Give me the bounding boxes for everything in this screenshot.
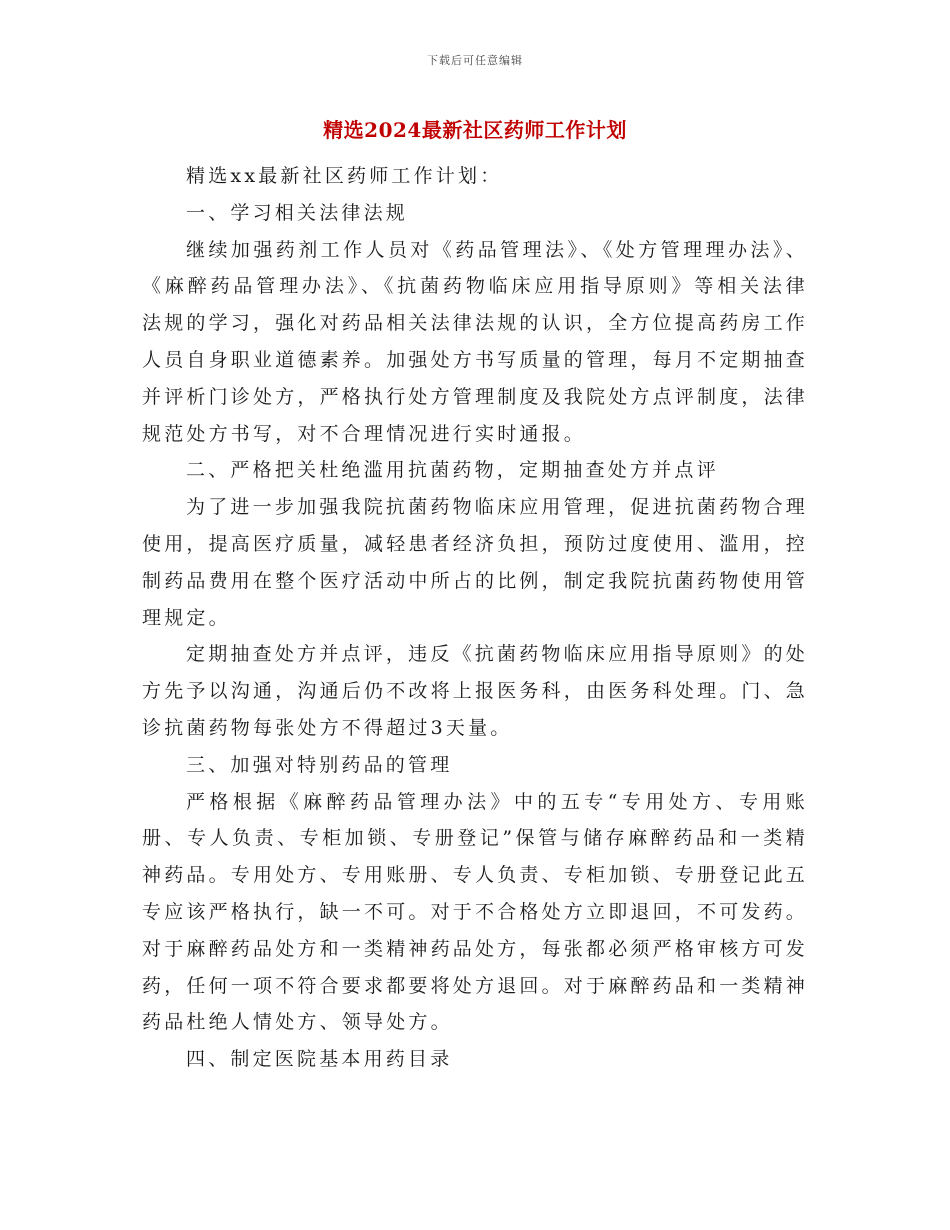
- section-heading-3: 三、加强对特别药品的管理: [186, 753, 453, 776]
- document-title: 精选2024最新社区药师工作计划: [323, 118, 627, 142]
- page-header-note: 下载后可任意编辑: [427, 54, 523, 67]
- paragraph-intro: 精选xx最新社区药师工作计划：: [186, 165, 503, 187]
- section-heading-4: 四、制定医院基本用药目录: [186, 1048, 453, 1071]
- paragraph: 严格根据《麻醉药品管理办法》中的五专“专用处方、专用账册、专人负责、专柜加锁、专册登记”保管与储存麻醉药品和一类精神药品。专用处方、专用账册、专人负责、专柜加锁、专册登记此五专应该严格执行，缺一不可。对于不合格处方立即退回，不可发药。对于麻醉药品处方和一类精神药品处方，每张都必须严格审核方可发药，任何一项不符合要求都要将处方退回。对于麻醉药品和一类精神药品杜绝人情处方、领导处方。: [142, 790, 809, 1034]
- paragraph: 定期抽查处方并点评，违反《抗菌药物临床应用指导原则》的处方先予以沟通，沟通后仍不改将上报医务科，由医务科处理。门、急诊抗菌药物每张处方不得超过3天量。: [142, 643, 809, 739]
- section-heading-1: 一、学习相关法律法规: [186, 201, 409, 224]
- document-body: [142, 158, 808, 1078]
- paragraph: 为了进一步加强我院抗菌药物临床应用管理，促进抗菌药物合理使用，提高医疗质量，减轻患者经济负担，预防过度使用、滥用，控制药品费用在整个医疗活动中所占的比例，制定我院抗菌药物使用管理规定。: [142, 496, 809, 629]
- paragraph: 继续加强药剂工作人员对《药品管理法》、《处方管理理办法》、《麻醉药品管理办法》、《抗菌药物临床应用指导原则》等相关法律法规的学习，强化对药品相关法律法规的认识，全方位提高药房工作人员自身职业道德素养。加强处方书写质量的管理，每月不定期抽查并评析门诊处方，严格执行处方管理制度及我院处方点评制度，法律规范处方书写，对不合理情况进行实时通报。: [142, 238, 809, 445]
- section-heading-2: 二、严格把关杜绝滥用抗菌药物，定期抽查处方并点评: [186, 459, 719, 482]
